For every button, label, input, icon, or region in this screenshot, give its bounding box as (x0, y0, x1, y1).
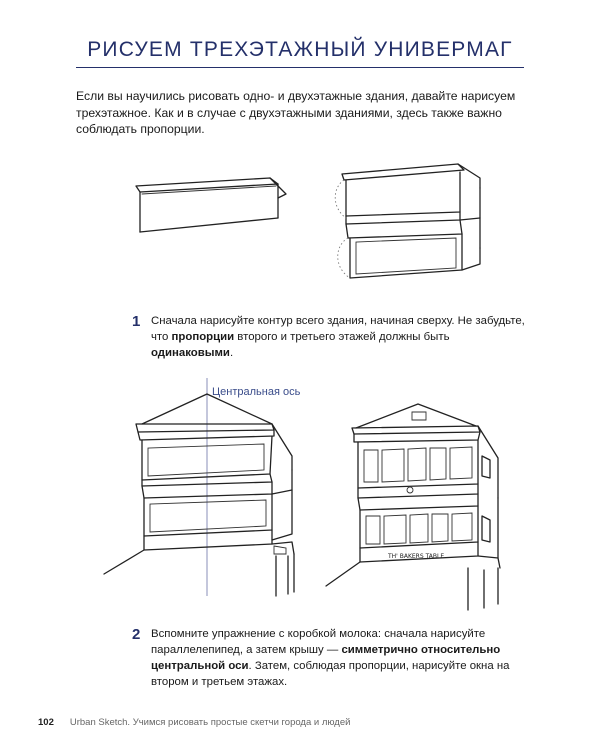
step-2-number: 2 (132, 626, 141, 643)
sketch-roof-outline (128, 172, 298, 242)
central-axis-label: Центральная ось (212, 386, 301, 398)
step-1-number: 1 (132, 313, 141, 330)
page-footer (38, 717, 578, 728)
step-2-text: Вспомните упражнение с коробкой молока: сначала нарисуйте параллелепипед, а затем крышу — симметрично относительно центральной оси. Затем, соблюдая пропорции, нарисуйте окна на втором и третьем этажах. (151, 628, 510, 688)
title-underline (76, 67, 524, 68)
sketch-three-story-axis (96, 374, 326, 600)
intro-paragraph: Если вы научились рисовать одно- и двухэтажные здания, давайте нарисуем трехэтажное. Как и в случае с двухэтажными зданиями, здесь также важно соблюдать пропорции. (76, 89, 516, 136)
page-number: 102 (38, 717, 54, 728)
sketch-three-story-final (318, 398, 518, 614)
page-title: РИСУЕМ ТРЕХЭТАЖНЫЙ УНИВЕРМАГ (87, 38, 513, 61)
shop-sign-text: TH' BAKERS TABLE (388, 553, 445, 560)
sketch-two-story-outline (330, 158, 500, 298)
step-1-text: Сначала нарисуйте контур всего здания, начиная сверху. Не забудьте, что пропорции второго и третьего этажей должны быть одинаковыми. (151, 315, 525, 359)
book-title: Urban Sketch. Учимся рисовать простые скетчи города и людей (69, 717, 351, 728)
